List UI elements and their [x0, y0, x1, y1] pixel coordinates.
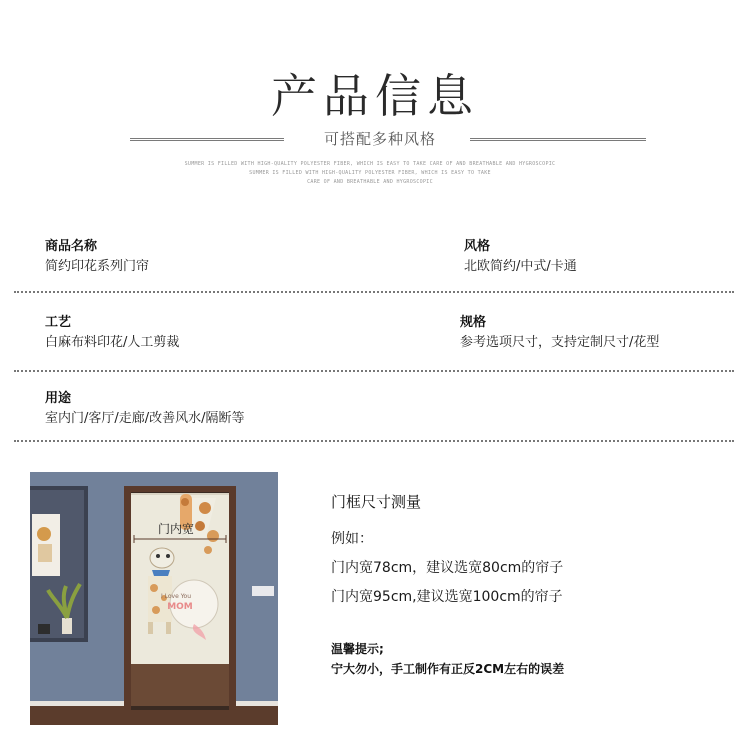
measure-example-label: 例如： — [331, 531, 373, 547]
measure-line-1: 门内宽78cm，建议选宽80cm的帘子 — [331, 560, 564, 576]
measure-title: 门框尺寸测量 — [331, 493, 422, 511]
divider-1 — [14, 291, 734, 293]
product-photo — [30, 472, 278, 725]
spec-label: 规格 — [460, 315, 487, 330]
divider-3 — [14, 440, 734, 442]
measure-line-2: 门内宽95cm,建议选宽100cm的帘子 — [331, 589, 563, 605]
subtitle-left-divider — [130, 138, 284, 141]
divider-2 — [14, 370, 734, 372]
door-curtain-illustration — [30, 472, 278, 725]
door-width-label: 门内宽 — [158, 522, 195, 536]
subtitle: 可搭配多种风格 — [323, 130, 436, 148]
style-label: 风格 — [464, 239, 491, 254]
fine-print-line-1: SUMMER IS FILLED WITH HIGH-QUALITY POLYESTER FIBER, WHICH IS EASY TO TAKE CARE OF AND BREATHABLE AND HYGROSCOPIC — [184, 161, 556, 167]
usage-value: 室内门/客厅/走廊/改善风水/隔断等 — [45, 411, 245, 426]
page-title: 产品信息 — [271, 69, 479, 123]
fine-print-line-3: CARE OF AND BREATHABLE AND HYGROSCOPIC — [307, 179, 433, 185]
subtitle-row — [0, 128, 750, 150]
product-name-label: 商品名称 — [45, 239, 98, 254]
style-value: 北欧简约/中式/卡通 — [464, 259, 577, 274]
usage-label: 用途 — [45, 391, 72, 406]
craft-label: 工艺 — [45, 315, 72, 330]
tips-title: 温馨提示; — [331, 642, 384, 656]
fine-print — [170, 160, 570, 187]
fine-print-line-2: SUMMER IS FILLED WITH HIGH-QUALITY POLYESTER FIBER, WHICH IS EASY TO TAKE — [249, 170, 491, 176]
curtain-love-text: I Love You — [160, 593, 192, 600]
craft-value: 白麻布料印花/人工剪裁 — [45, 335, 180, 350]
curtain-mom-text: MOM — [167, 602, 193, 612]
tips-text: 宁大勿小，手工制作有正反2CM左右的误差 — [331, 662, 565, 676]
product-name-value: 简约印花系列门帘 — [45, 259, 150, 274]
subtitle-right-divider — [470, 138, 646, 141]
spec-value: 参考选项尺寸，支持定制尺寸/花型 — [460, 335, 660, 350]
